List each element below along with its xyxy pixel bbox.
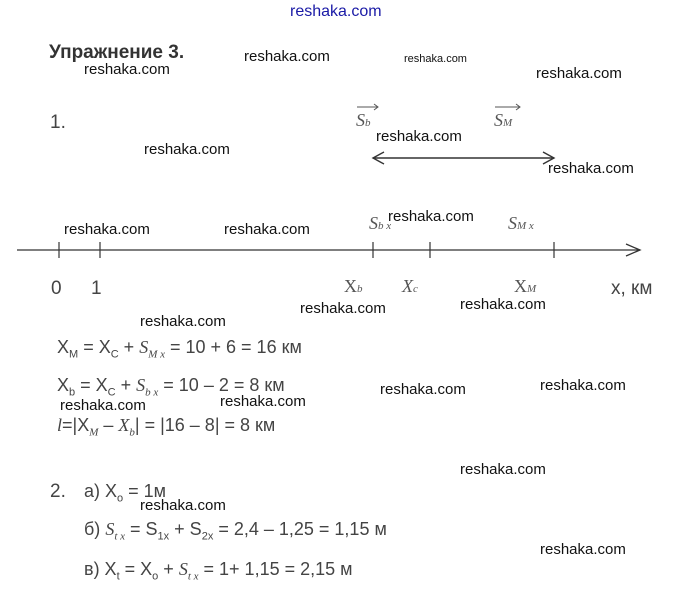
projection-sbx-label: Sb x (369, 213, 392, 233)
watermark: reshaka.com (140, 497, 226, 514)
watermark: reshaka.com (540, 377, 626, 394)
equation-xb: $X_b = X_C + S_{b x} = 10 - 2 = 8$ км (57, 375, 285, 399)
tick-label-xm: XM (514, 276, 537, 296)
watermark: reshaka.com (300, 300, 386, 317)
item-number-2: 2. (50, 481, 66, 502)
watermark: reshaka.com (144, 141, 230, 158)
watermark: reshaka.com (84, 61, 170, 78)
tick-label-1: 1 (91, 278, 102, 299)
watermark: reshaka.com (548, 160, 634, 177)
watermark: reshaka.com (388, 208, 474, 225)
watermark: reshaka.com (60, 397, 146, 414)
item-number-1: 1. (50, 112, 66, 133)
equation-path-length: $l=|X_M - X_b| = |16 - 8| = 8$ км (57, 415, 276, 439)
vector-overline-icons (357, 104, 520, 110)
watermark-top: reshaka.com (290, 3, 382, 20)
watermark: reshaka.com (460, 461, 546, 478)
equation-2c: в) $X_t = X_о + S_{t x} = 1+ 1,15 = 2,15$ м (84, 559, 353, 583)
axis-unit-label: x, км (611, 278, 653, 299)
vector-sm-label: SM (494, 110, 513, 130)
equation-2a: а) $X_о = 1м$ (84, 481, 167, 505)
tick-label-xb: Xb (344, 276, 363, 296)
equation-xm: $X_M = X_C + S_{M x} = 10 + 6 = 16$ км (57, 337, 302, 361)
watermark-small: reshaka.com (404, 53, 467, 65)
displacement-double-arrow-icon (373, 152, 554, 164)
watermark: reshaka.com (64, 221, 150, 238)
exercise-title: Упражнение 3. (49, 42, 185, 63)
x-axis (17, 244, 640, 256)
watermark: reshaka.com (536, 65, 622, 82)
vector-sb-label: Sb (356, 110, 371, 130)
tick-label-0: 0 (51, 278, 62, 299)
watermark: reshaka.com (220, 393, 306, 410)
tick-label-xc: Xc (402, 276, 418, 296)
equation-2b: б) $S_{t x} = S_{1x} + S_{2x} = 2,4 - 1,25 = 1,15$ м (84, 519, 387, 543)
watermark: reshaka.com (380, 381, 466, 398)
watermark: reshaka.com (140, 313, 226, 330)
projection-smx-label: SM x (508, 213, 534, 233)
watermark: reshaka.com (244, 48, 330, 65)
watermark: reshaka.com (460, 296, 546, 313)
watermark: reshaka.com (224, 221, 310, 238)
watermark: reshaka.com (540, 541, 626, 558)
watermark: reshaka.com (376, 128, 462, 145)
